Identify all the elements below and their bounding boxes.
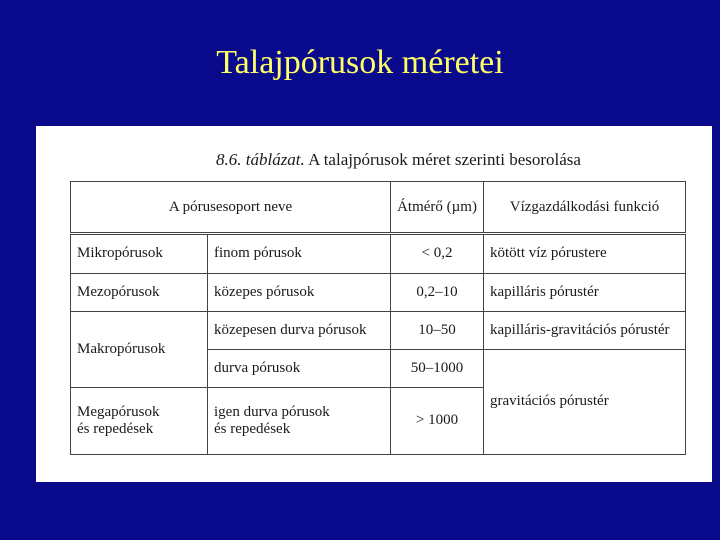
table-caption-number: 8.6. táblázat.: [216, 150, 305, 169]
table-row: [71, 273, 686, 311]
cell-diameter: 10–50: [391, 311, 484, 349]
cell-diameter: 50–1000: [391, 349, 484, 387]
slide-title: Talajpórusok méretei: [216, 44, 504, 81]
cell-function: gravitációs pórustér: [484, 349, 686, 454]
table-caption: [216, 150, 581, 170]
cell-group: Makropórusok: [71, 311, 208, 387]
cell-group: Mezopórusok: [71, 273, 208, 311]
cell-name-line1: igen durva pórusok: [214, 403, 330, 420]
cell-function: kapilláris-gravitációs pórustér: [484, 311, 686, 349]
cell-name: durva pórusok: [208, 349, 391, 387]
header-diameter: Átmérő (µm): [391, 182, 484, 234]
table-row: [71, 234, 686, 274]
table-row: [71, 311, 686, 349]
pore-size-table: [70, 181, 686, 455]
cell-diameter: > 1000: [391, 387, 484, 454]
cell-diameter: < 0,2: [391, 234, 484, 274]
cell-diameter: 0,2–10: [391, 273, 484, 311]
cell-name-line2: és repedések: [214, 420, 291, 437]
cell-name: finom pórusok: [208, 234, 391, 274]
cell-function: kapilláris pórustér: [484, 273, 686, 311]
cell-group: [71, 387, 208, 454]
cell-name: közepesen durva pórusok: [208, 311, 391, 349]
cell-group: Mikropórusok: [71, 234, 208, 274]
cell-group-line1: Megapórusok: [77, 403, 160, 420]
cell-group-line2: és repedések: [77, 420, 154, 437]
table-header-row: [71, 182, 686, 234]
scanned-table-image: [36, 126, 712, 482]
header-function: Vízgazdálkodási funkció: [484, 182, 686, 234]
table-caption-text: A talajpórusok méret szerinti besorolása: [308, 150, 581, 169]
header-group-name: A pórusesoport neve: [71, 182, 391, 234]
cell-function: kötött víz pórustere: [484, 234, 686, 274]
cell-name: [208, 387, 391, 454]
cell-name: közepes pórusok: [208, 273, 391, 311]
